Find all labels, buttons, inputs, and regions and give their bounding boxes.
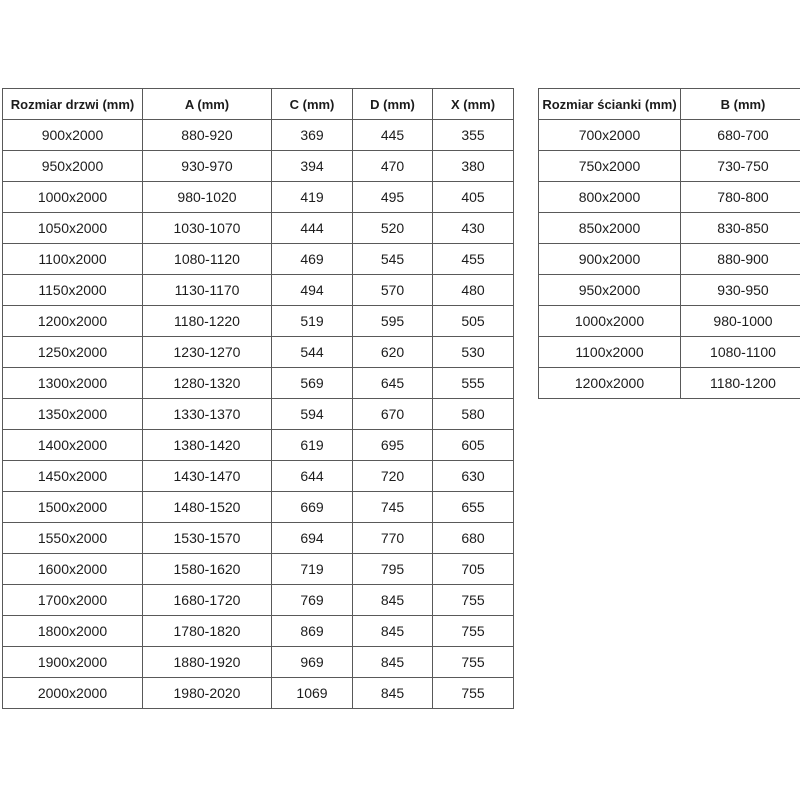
table-cell: 470 <box>353 151 433 182</box>
table-row <box>539 151 800 182</box>
table-cell: 1050x2000 <box>3 213 143 244</box>
table-cell: 869 <box>272 616 353 647</box>
table-cell: 950x2000 <box>3 151 143 182</box>
table-cell: 455 <box>433 244 514 275</box>
table-cell: 1080-1100 <box>681 337 800 368</box>
table-cell: 880-900 <box>681 244 800 275</box>
table-cell: 1200x2000 <box>3 306 143 337</box>
table-cell: 594 <box>272 399 353 430</box>
table-cell: 380 <box>433 151 514 182</box>
table-cell: 1000x2000 <box>539 306 681 337</box>
table-row <box>539 244 800 275</box>
door-size-table <box>2 88 514 709</box>
column-header: X (mm) <box>433 89 514 120</box>
table-cell: 1100x2000 <box>3 244 143 275</box>
table-row <box>3 213 514 244</box>
table-cell: 545 <box>353 244 433 275</box>
table-cell: 1900x2000 <box>3 647 143 678</box>
table-row <box>3 492 514 523</box>
table-cell: 680-700 <box>681 120 800 151</box>
table-row <box>3 368 514 399</box>
table-cell: 445 <box>353 120 433 151</box>
table-cell: 730-750 <box>681 151 800 182</box>
table-cell: 755 <box>433 585 514 616</box>
table-cell: 1100x2000 <box>539 337 681 368</box>
table-row <box>3 647 514 678</box>
table-cell: 719 <box>272 554 353 585</box>
table-row <box>3 523 514 554</box>
table-cell: 519 <box>272 306 353 337</box>
table-cell: 1880-1920 <box>143 647 272 678</box>
header-row <box>3 89 514 120</box>
table-cell: 520 <box>353 213 433 244</box>
table-cell: 620 <box>353 337 433 368</box>
table-cell: 930-970 <box>143 151 272 182</box>
table-cell: 480 <box>433 275 514 306</box>
table-cell: 505 <box>433 306 514 337</box>
table-row <box>3 554 514 585</box>
table-cell: 669 <box>272 492 353 523</box>
column-header: D (mm) <box>353 89 433 120</box>
table-cell: 880-920 <box>143 120 272 151</box>
table-cell: 1430-1470 <box>143 461 272 492</box>
table-row <box>3 430 514 461</box>
table-cell: 845 <box>353 678 433 709</box>
table-cell: 619 <box>272 430 353 461</box>
table-cell: 1280-1320 <box>143 368 272 399</box>
table-cell: 845 <box>353 585 433 616</box>
table-cell: 1380-1420 <box>143 430 272 461</box>
table-cell: 394 <box>272 151 353 182</box>
table-cell: 645 <box>353 368 433 399</box>
table-row <box>539 368 800 399</box>
table-cell: 544 <box>272 337 353 368</box>
column-header: Rozmiar drzwi (mm) <box>3 89 143 120</box>
table-cell: 1980-2020 <box>143 678 272 709</box>
table-cell: 755 <box>433 616 514 647</box>
table-row <box>3 306 514 337</box>
table-cell: 1580-1620 <box>143 554 272 585</box>
table-cell: 1680-1720 <box>143 585 272 616</box>
table-cell: 355 <box>433 120 514 151</box>
table-row <box>3 151 514 182</box>
table-cell: 770 <box>353 523 433 554</box>
table-cell: 655 <box>433 492 514 523</box>
table-cell: 2000x2000 <box>3 678 143 709</box>
table-cell: 630 <box>433 461 514 492</box>
table-cell: 580 <box>433 399 514 430</box>
table-cell: 1330-1370 <box>143 399 272 430</box>
table-cell: 605 <box>433 430 514 461</box>
column-header: Rozmiar ścianki (mm) <box>539 89 681 120</box>
table-cell: 369 <box>272 120 353 151</box>
wall-size-table <box>538 88 800 399</box>
table-row <box>539 182 800 213</box>
table-cell: 750x2000 <box>539 151 681 182</box>
table-row <box>539 337 800 368</box>
table-cell: 830-850 <box>681 213 800 244</box>
table-cell: 494 <box>272 275 353 306</box>
table-row <box>3 244 514 275</box>
table-cell: 1300x2000 <box>3 368 143 399</box>
table-cell: 555 <box>433 368 514 399</box>
table-cell: 1350x2000 <box>3 399 143 430</box>
table-cell: 1069 <box>272 678 353 709</box>
table-cell: 1700x2000 <box>3 585 143 616</box>
table-cell: 900x2000 <box>539 244 681 275</box>
table-cell: 845 <box>353 647 433 678</box>
table-cell: 1200x2000 <box>539 368 681 399</box>
table-cell: 1530-1570 <box>143 523 272 554</box>
table-row <box>3 461 514 492</box>
table-cell: 980-1020 <box>143 182 272 213</box>
table-cell: 1550x2000 <box>3 523 143 554</box>
table-cell: 569 <box>272 368 353 399</box>
table-cell: 780-800 <box>681 182 800 213</box>
table-row <box>3 337 514 368</box>
column-header: C (mm) <box>272 89 353 120</box>
table-row <box>539 275 800 306</box>
table-cell: 850x2000 <box>539 213 681 244</box>
table-cell: 795 <box>353 554 433 585</box>
table-row <box>3 275 514 306</box>
table-cell: 1180-1200 <box>681 368 800 399</box>
table-row <box>539 306 800 337</box>
table-cell: 720 <box>353 461 433 492</box>
table-cell: 745 <box>353 492 433 523</box>
table-cell: 530 <box>433 337 514 368</box>
table-cell: 680 <box>433 523 514 554</box>
table-cell: 1030-1070 <box>143 213 272 244</box>
table-cell: 705 <box>433 554 514 585</box>
table-cell: 755 <box>433 678 514 709</box>
table-cell: 700x2000 <box>539 120 681 151</box>
table-row <box>3 120 514 151</box>
table-cell: 845 <box>353 616 433 647</box>
table-row <box>3 678 514 709</box>
table-row <box>3 616 514 647</box>
table-cell: 644 <box>272 461 353 492</box>
table-cell: 670 <box>353 399 433 430</box>
table-cell: 694 <box>272 523 353 554</box>
table-cell: 1450x2000 <box>3 461 143 492</box>
table-cell: 419 <box>272 182 353 213</box>
table-cell: 469 <box>272 244 353 275</box>
table-cell: 900x2000 <box>3 120 143 151</box>
table-cell: 800x2000 <box>539 182 681 213</box>
table-cell: 570 <box>353 275 433 306</box>
table-row <box>3 399 514 430</box>
table-cell: 430 <box>433 213 514 244</box>
table-cell: 980-1000 <box>681 306 800 337</box>
table-row <box>3 182 514 213</box>
table-cell: 930-950 <box>681 275 800 306</box>
column-header: B (mm) <box>681 89 800 120</box>
table-cell: 495 <box>353 182 433 213</box>
table-cell: 1780-1820 <box>143 616 272 647</box>
table-cell: 595 <box>353 306 433 337</box>
table-cell: 1150x2000 <box>3 275 143 306</box>
table-cell: 1180-1220 <box>143 306 272 337</box>
table-cell: 1480-1520 <box>143 492 272 523</box>
table-cell: 1400x2000 <box>3 430 143 461</box>
table-cell: 769 <box>272 585 353 616</box>
column-header: A (mm) <box>143 89 272 120</box>
table-cell: 1250x2000 <box>3 337 143 368</box>
table-row <box>539 213 800 244</box>
header-row <box>539 89 800 120</box>
table-cell: 1080-1120 <box>143 244 272 275</box>
table-cell: 1230-1270 <box>143 337 272 368</box>
table-row <box>539 120 800 151</box>
table-cell: 695 <box>353 430 433 461</box>
table-cell: 755 <box>433 647 514 678</box>
table-cell: 1000x2000 <box>3 182 143 213</box>
table-cell: 950x2000 <box>539 275 681 306</box>
table-cell: 1130-1170 <box>143 275 272 306</box>
table-cell: 1800x2000 <box>3 616 143 647</box>
table-cell: 1600x2000 <box>3 554 143 585</box>
table-cell: 405 <box>433 182 514 213</box>
table-cell: 1500x2000 <box>3 492 143 523</box>
table-cell: 444 <box>272 213 353 244</box>
table-row <box>3 585 514 616</box>
table-cell: 969 <box>272 647 353 678</box>
